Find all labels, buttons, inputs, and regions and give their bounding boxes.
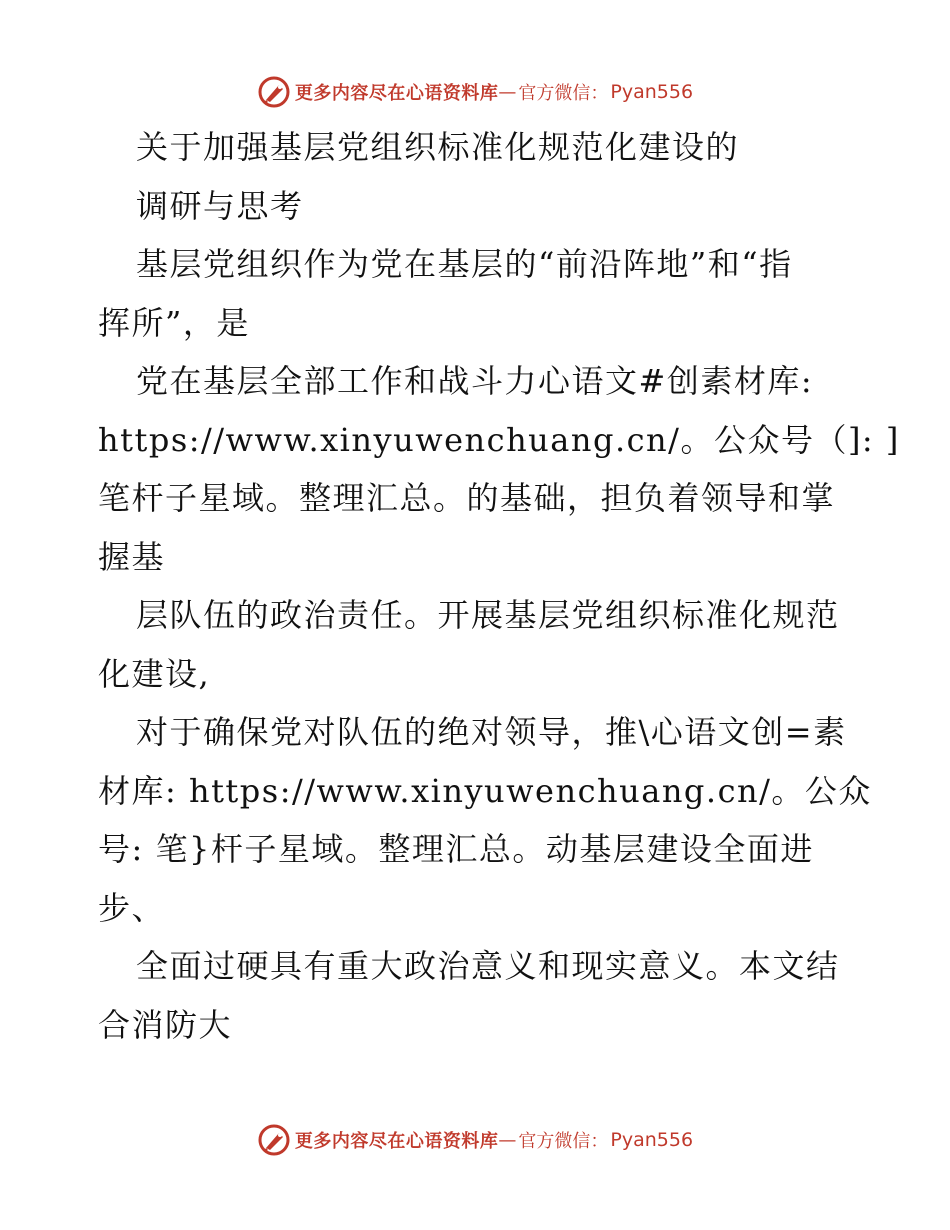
paragraph-line: 步、: [98, 888, 166, 927]
banner-site-text: 更多内容尽在心语资料库: [294, 1131, 499, 1152]
paragraph-line: 笔杆子星域。整理汇总。的基础，担负着领导和掌: [98, 479, 836, 517]
paragraph-line: 化建设,: [98, 654, 211, 693]
paragraph-line: 党在基层全部工作和战斗力心语文#创素材库:: [136, 362, 814, 400]
document-body: [98, 118, 900, 1054]
footer-banner: [0, 1120, 950, 1160]
paragraph-line: 握基: [98, 537, 166, 576]
paragraph-line: 层队伍的政治责任。开展基层党组织标准化规范: [136, 596, 840, 634]
paragraph-line: 全面过硬具有重大政治意义和现实意义。本文结: [136, 947, 840, 985]
banner-wechat-id: Pyan556: [610, 81, 694, 103]
banner-dash: —: [498, 81, 517, 103]
paragraph-line: 对于确保党对队伍的绝对领导，推\心语文创=素: [136, 713, 847, 751]
banner-wechat-label: 官方微信：: [518, 83, 609, 104]
paragraph-line: 号: 笔}杆子星域。整理汇总。动基层建设全面进: [98, 830, 814, 868]
banner-site-text: 更多内容尽在心语资料库: [294, 83, 499, 104]
paragraph-line: https://www.xinyuwenchuang.cn/。公众号（]: ]: [98, 420, 900, 459]
banner-wechat-id: Pyan556: [610, 1129, 694, 1151]
pen-logo-icon: [257, 75, 291, 109]
banner-dash: —: [498, 1129, 517, 1151]
document-title-line-2: 调研与思考: [136, 186, 304, 225]
pen-logo-icon: [257, 1123, 291, 1157]
document-title-line-1: 关于加强基层党组织标准化规范化建设的: [136, 128, 740, 166]
paragraph-line: 合消防大: [98, 1005, 233, 1044]
header-banner: [0, 72, 950, 112]
paragraph-line: 材库: https://www.xinyuwenchuang.cn/。公众: [98, 771, 872, 810]
paragraph-line: 挥所”，是: [98, 303, 250, 342]
paragraph-line: 基层党组织作为党在基层的“前沿阵地”和“指: [136, 245, 793, 283]
banner-wechat-label: 官方微信：: [518, 1131, 609, 1152]
